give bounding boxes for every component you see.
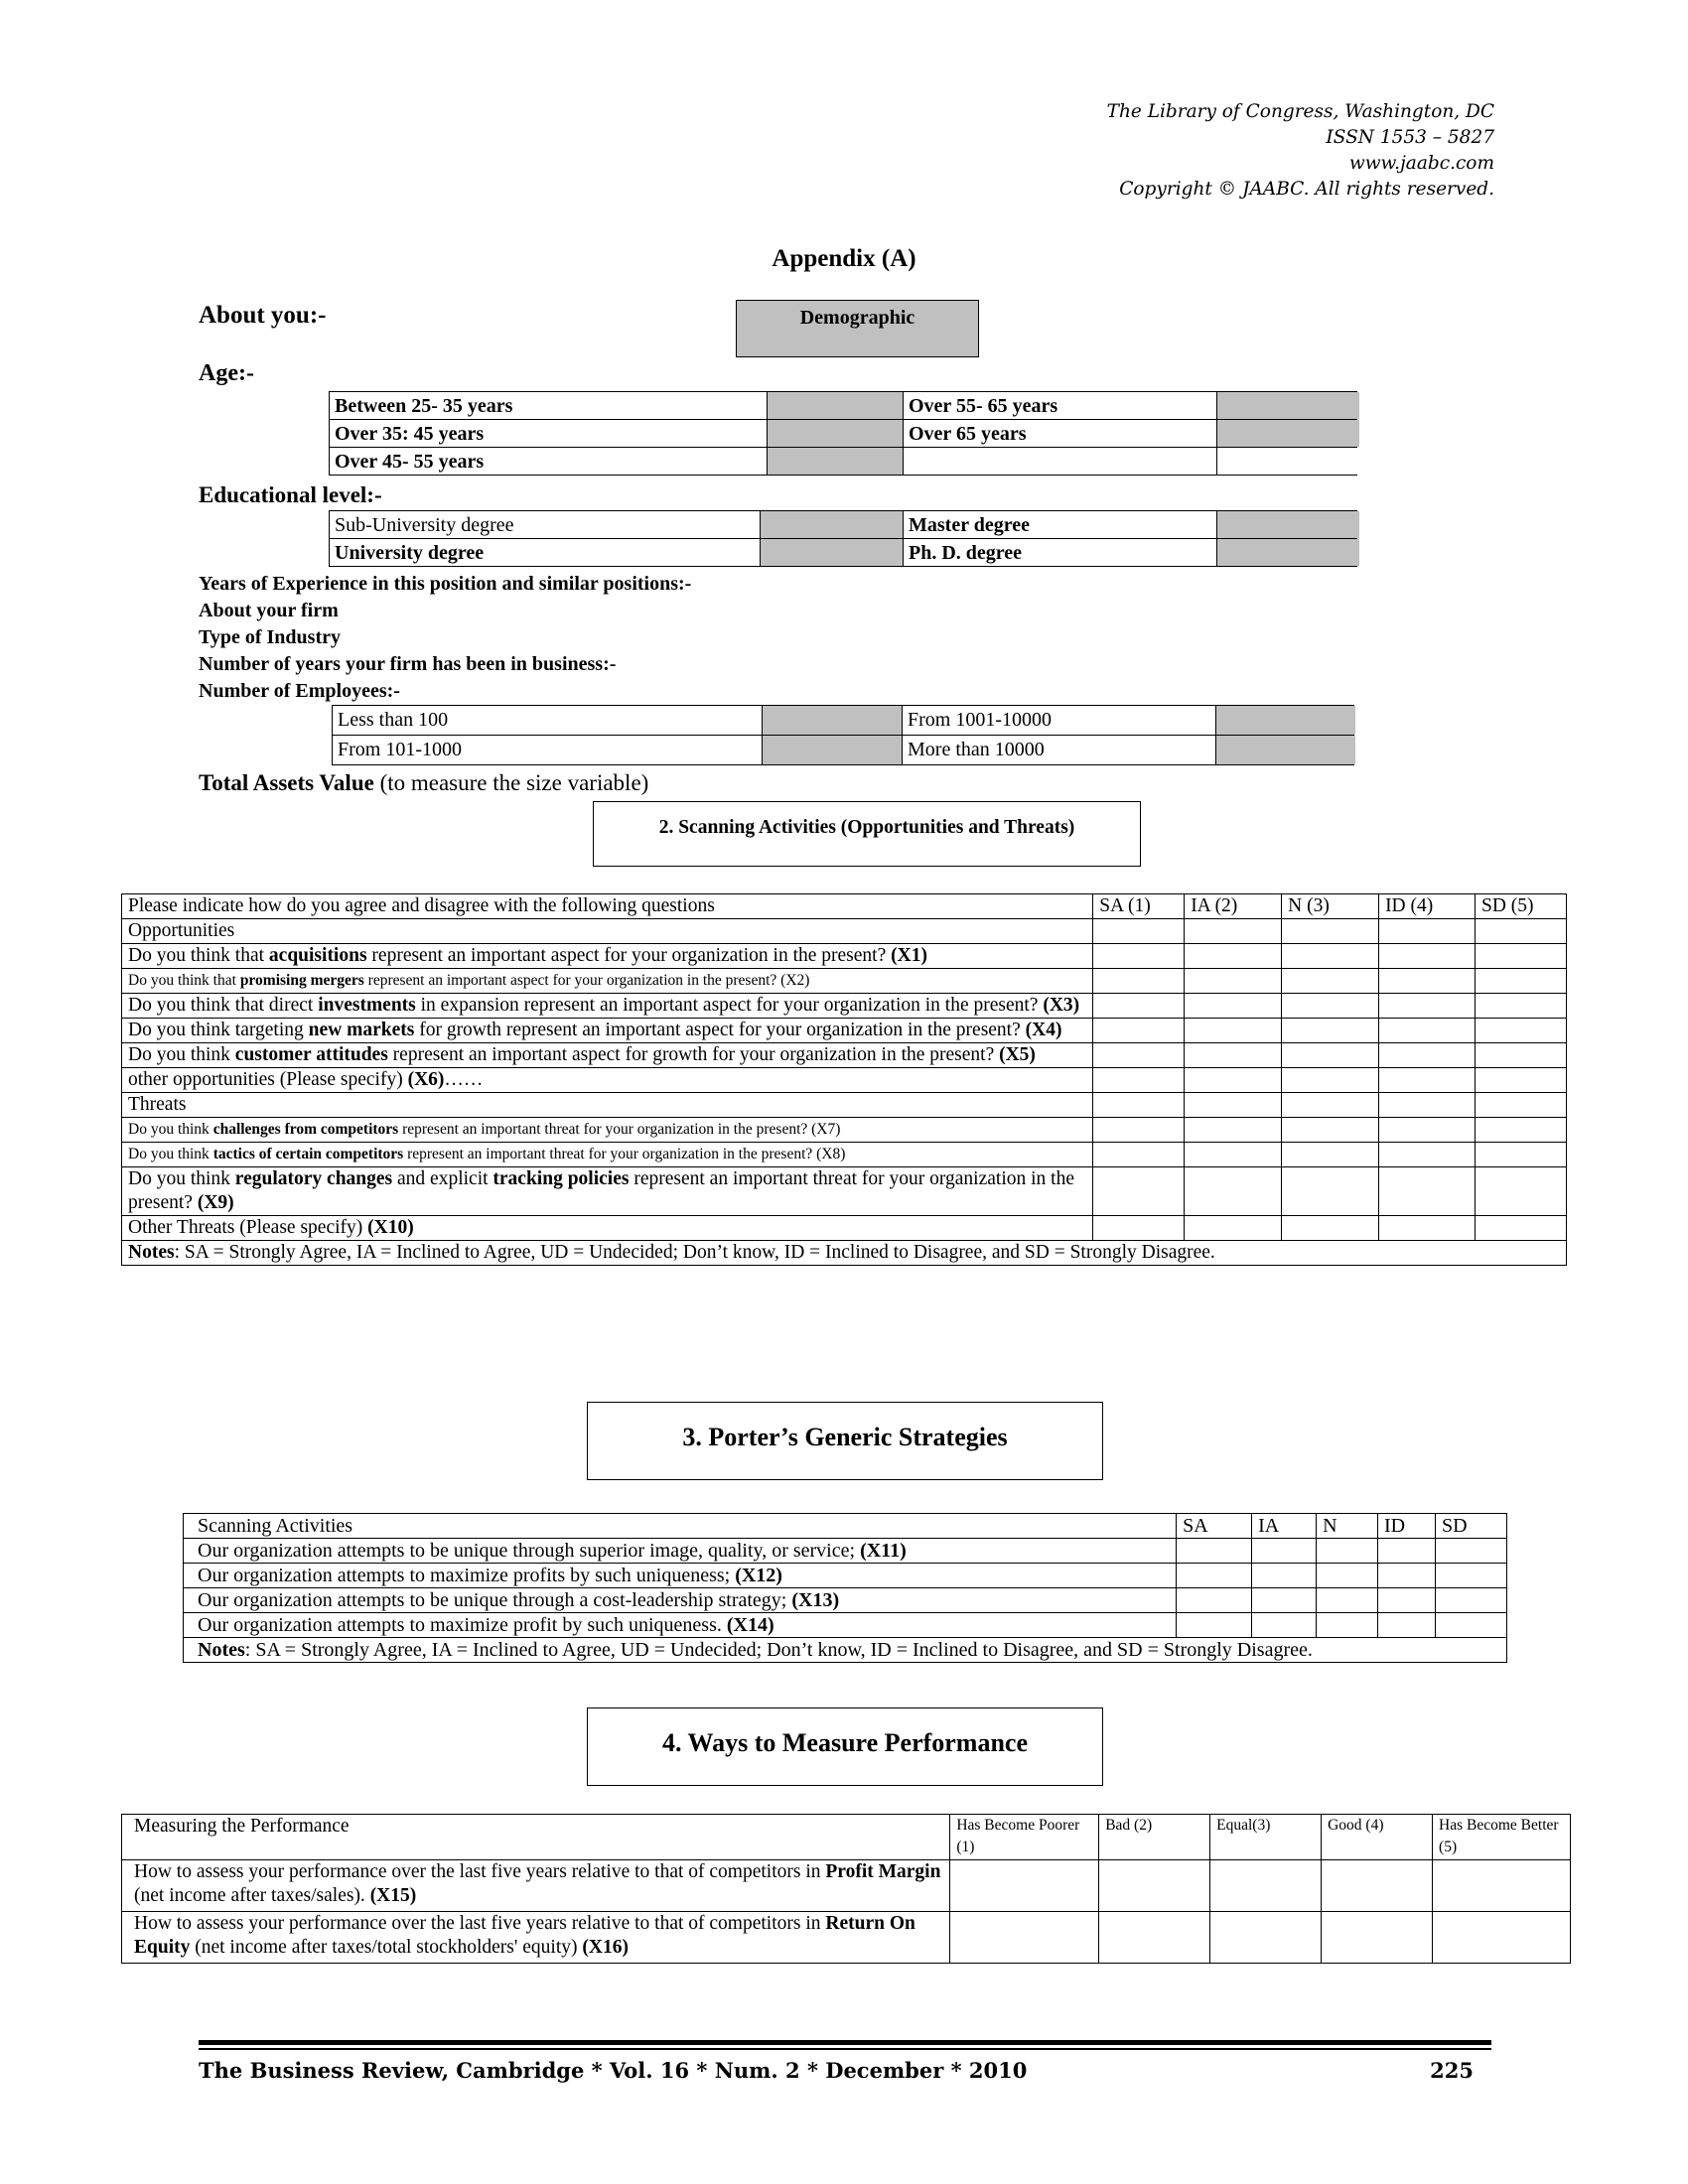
rating-cell[interactable] — [1378, 1613, 1436, 1638]
experience-question: Years of Experience in this position and similar positions:- — [199, 573, 692, 595]
rating-cell[interactable] — [1476, 969, 1567, 994]
text: Notes — [198, 1639, 245, 1661]
text: Return On Equity — [134, 1913, 915, 1958]
scanning-activities-table — [121, 893, 1567, 1266]
column-header: Scanning Activities — [184, 1514, 1177, 1539]
rating-cell[interactable] — [1093, 1167, 1185, 1216]
rating-cell[interactable] — [1093, 1118, 1185, 1143]
empty-cell — [904, 448, 1216, 475]
text: Do you think that — [128, 945, 269, 966]
employees-option[interactable]: From 101-1000 — [333, 736, 762, 764]
total-assets-note: (to measure the size variable) — [373, 770, 649, 795]
text: Our organization attempts to be unique through superior image, quality, or service; — [198, 1540, 861, 1562]
table-header-row — [122, 894, 1567, 919]
rating-cell[interactable] — [1099, 1860, 1210, 1912]
education-option[interactable]: Master degree — [904, 511, 1216, 538]
rating-cell[interactable] — [1476, 994, 1567, 1019]
rating-cell[interactable] — [1185, 1167, 1282, 1216]
text: investments — [318, 995, 416, 1016]
text: promising mergers — [239, 972, 364, 989]
section4-title: 4. Ways to Measure Performance — [587, 1707, 1103, 1786]
text: (X15) — [369, 1885, 417, 1906]
text: tactics of certain competitors — [212, 1146, 404, 1162]
table-row — [122, 1043, 1567, 1068]
education-checkbox-cell[interactable] — [1217, 539, 1359, 566]
rating-cell[interactable] — [1476, 944, 1567, 969]
rating-cell[interactable] — [1378, 1539, 1436, 1564]
text: challenges from competitors — [212, 1121, 399, 1138]
group-label-threats: Threats — [122, 1093, 1093, 1118]
rating-cell[interactable] — [1177, 1613, 1252, 1638]
rating-cell[interactable] — [1379, 1118, 1476, 1143]
question-cell — [122, 1143, 1093, 1167]
age-option[interactable]: Over 35: 45 years — [330, 420, 767, 447]
about-firm-heading: About your firm — [199, 600, 339, 621]
empty-cell — [1476, 919, 1567, 944]
rating-cell[interactable] — [1282, 1216, 1379, 1241]
age-checkbox-cell[interactable] — [1217, 420, 1359, 447]
employees-checkbox-cell[interactable] — [763, 736, 902, 764]
text: Do you think — [128, 1121, 213, 1138]
rating-cell[interactable] — [1476, 1019, 1567, 1043]
text: (X4) — [1025, 1020, 1062, 1040]
age-checkbox-cell[interactable] — [1217, 392, 1359, 419]
table-row — [122, 1068, 1567, 1093]
group-label-opportunities: Opportunities — [122, 919, 1093, 944]
text: Our organization attempts to maximize profit by such uniqueness. — [198, 1614, 727, 1636]
strategy-cell — [184, 1588, 1177, 1613]
education-checkbox-cell[interactable] — [1217, 511, 1359, 538]
text: represent an important aspect for your organization in the present? — [366, 945, 892, 966]
rating-cell[interactable] — [1322, 1860, 1433, 1912]
employees-option[interactable]: Less than 100 — [333, 706, 762, 735]
question-cell — [122, 1216, 1093, 1241]
rating-cell[interactable] — [1093, 994, 1185, 1019]
rating-cell[interactable] — [1379, 1143, 1476, 1167]
empty-cell — [1282, 1093, 1379, 1118]
employees-checkbox-cell[interactable] — [1216, 736, 1355, 764]
rating-cell[interactable] — [1379, 1216, 1476, 1241]
notes-row — [184, 1638, 1507, 1663]
employees-checkbox-cell[interactable] — [763, 706, 902, 735]
text: Do you think that — [128, 972, 240, 989]
age-checkbox-cell[interactable] — [768, 392, 903, 419]
age-options-table — [329, 391, 1357, 476]
text: : SA = Strongly Agree, IA = Inclined to Agree, UD = Undecided; Don’t know, ID = Inclined to Disagree, and SD = Strongly Disagree. — [244, 1639, 1313, 1661]
age-option[interactable]: Between 25- 35 years — [330, 392, 767, 419]
text: represent an important threat for your organization in the present? (X7) — [398, 1121, 841, 1138]
rating-cell[interactable] — [950, 1860, 1099, 1912]
rating-cell[interactable] — [1093, 1143, 1185, 1167]
footer-rule-thin — [199, 2048, 1491, 2050]
header-line: ISSN 1553 – 5827 — [1326, 127, 1494, 148]
rating-cell[interactable] — [1282, 1043, 1379, 1068]
text: acquisitions — [268, 945, 367, 966]
question-cell — [122, 994, 1093, 1019]
text: How to assess your performance over the last five years relative to that of competitors in — [134, 1913, 826, 1934]
rating-cell[interactable] — [1476, 1167, 1567, 1216]
page-footer — [199, 2058, 1491, 2083]
rating-cell[interactable] — [1317, 1613, 1378, 1638]
page-number: 225 — [1430, 2058, 1474, 2083]
column-header: ID — [1378, 1514, 1436, 1539]
text: (X12) — [735, 1565, 782, 1586]
text: (X11) — [860, 1540, 907, 1562]
text: Do you think — [128, 1044, 235, 1065]
text: (X6) — [407, 1069, 445, 1090]
rating-cell[interactable] — [1093, 1019, 1185, 1043]
rating-cell[interactable] — [1435, 1588, 1506, 1613]
text: Do you think — [128, 1168, 235, 1189]
question-cell — [122, 1068, 1093, 1093]
table-row — [122, 1860, 1571, 1912]
text: Our organization attempts to be unique through a cost-leadership strategy; — [198, 1589, 792, 1611]
rating-cell[interactable] — [1317, 1588, 1378, 1613]
rating-cell[interactable] — [1379, 1167, 1476, 1216]
rating-cell[interactable] — [1252, 1539, 1317, 1564]
rating-cell[interactable] — [1282, 1019, 1379, 1043]
text: represent an important threat for your organization in the present? (X8) — [403, 1146, 846, 1162]
employees-option[interactable]: More than 10000 — [903, 736, 1215, 764]
empty-cell — [1185, 919, 1282, 944]
rating-cell[interactable] — [1185, 1043, 1282, 1068]
rating-cell[interactable] — [1282, 1167, 1379, 1216]
text: represent an important aspect for growth for your organization in the present? — [387, 1044, 1000, 1065]
measure-cell — [122, 1860, 950, 1912]
empty-cell — [1185, 1093, 1282, 1118]
notes-row — [122, 1241, 1567, 1266]
empty-cell — [1093, 919, 1185, 944]
column-header: Good (4) — [1322, 1815, 1433, 1860]
table-row — [184, 1613, 1507, 1638]
text: (X14) — [726, 1614, 774, 1636]
text: represent an important aspect for your organization in the present? — [363, 972, 781, 989]
header-line: www.jaabc.com — [1348, 153, 1494, 174]
table-header-row — [184, 1514, 1507, 1539]
age-option[interactable]: Over 65 years — [904, 420, 1216, 447]
text: : SA = Strongly Agree, IA = Inclined to Agree, UD = Undecided; Don’t know, ID = Inclined to Disagree, and SD = Strongly Disagree. — [174, 1242, 1215, 1263]
rating-cell[interactable] — [1185, 969, 1282, 994]
total-assets-question — [199, 770, 648, 796]
education-checkbox-cell[interactable] — [761, 511, 903, 538]
rating-cell[interactable] — [1435, 1613, 1506, 1638]
journal-header — [1107, 99, 1494, 203]
rating-cell[interactable] — [1177, 1539, 1252, 1564]
rating-cell[interactable] — [1185, 994, 1282, 1019]
employees-option[interactable]: From 1001-10000 — [903, 706, 1215, 735]
rating-cell[interactable] — [1093, 1068, 1185, 1093]
text: (X16) — [582, 1937, 629, 1958]
rating-cell[interactable] — [1177, 1564, 1252, 1588]
rating-cell[interactable] — [1093, 969, 1185, 994]
rating-cell[interactable] — [1185, 1068, 1282, 1093]
age-option[interactable]: Over 45- 55 years — [330, 448, 767, 475]
text: Profit Margin — [825, 1861, 941, 1882]
rating-cell[interactable] — [1476, 1143, 1567, 1167]
rating-cell[interactable] — [1099, 1912, 1210, 1964]
text: new markets — [308, 1020, 415, 1040]
rating-cell[interactable] — [1317, 1539, 1378, 1564]
rating-cell[interactable] — [1252, 1564, 1317, 1588]
age-label: Age:- — [199, 360, 254, 386]
text: tracking policies — [492, 1168, 630, 1189]
column-header: SA (1) — [1093, 894, 1185, 919]
table-row — [122, 919, 1567, 944]
text: …… — [444, 1069, 484, 1090]
column-header: SA — [1177, 1514, 1252, 1539]
rating-cell[interactable] — [1185, 1118, 1282, 1143]
table-row — [122, 1143, 1567, 1167]
employees-checkbox-cell[interactable] — [1216, 706, 1355, 735]
empty-cell — [1282, 919, 1379, 944]
question-cell — [122, 1019, 1093, 1043]
column-header: Bad (2) — [1099, 1815, 1210, 1860]
empty-cell — [1379, 919, 1476, 944]
years-in-business-question: Number of years your firm has been in business:- — [199, 653, 617, 675]
question-cell — [122, 1043, 1093, 1068]
total-assets-label: Total Assets Value — [199, 770, 374, 795]
rating-cell[interactable] — [1185, 1143, 1282, 1167]
rating-cell[interactable] — [1282, 1143, 1379, 1167]
rating-cell[interactable] — [1379, 944, 1476, 969]
appendix-title: Appendix (A) — [772, 245, 916, 272]
rating-cell[interactable] — [1210, 1912, 1322, 1964]
text: Do you think that direct — [128, 995, 319, 1016]
journal-citation: The Business Review, Cambridge * Vol. 16 * Num. 2 * December * 2010 — [199, 2058, 1028, 2083]
text: (net income after taxes/total stockholders' equity) — [190, 1937, 583, 1958]
rating-cell[interactable] — [1177, 1588, 1252, 1613]
table-header-row — [122, 1815, 1571, 1860]
table-row — [184, 1564, 1507, 1588]
text: Do you think — [128, 1146, 213, 1162]
section3-title: 3. Porter’s Generic Strategies — [587, 1402, 1103, 1480]
porter-strategies-table — [183, 1513, 1507, 1663]
rating-cell[interactable] — [1379, 969, 1476, 994]
rating-cell[interactable] — [950, 1912, 1099, 1964]
empty-cell — [1093, 1093, 1185, 1118]
education-label: Educational level:- — [199, 482, 382, 507]
text: (X9) — [197, 1192, 234, 1213]
table-row — [184, 1539, 1507, 1564]
rating-cell[interactable] — [1476, 1043, 1567, 1068]
rating-cell[interactable] — [1252, 1613, 1317, 1638]
rating-cell[interactable] — [1379, 1019, 1476, 1043]
rating-cell[interactable] — [1210, 1860, 1322, 1912]
rating-cell[interactable] — [1435, 1564, 1506, 1588]
notes-cell — [184, 1638, 1507, 1663]
rating-cell[interactable] — [1476, 1216, 1567, 1241]
text: Notes — [128, 1242, 175, 1263]
text: represent an important threat for your organization in the present? — [128, 1168, 1074, 1213]
table-row — [122, 1216, 1567, 1241]
table-row — [122, 1093, 1567, 1118]
text: and explicit — [392, 1168, 493, 1189]
question-cell — [122, 1118, 1093, 1143]
employees-question: Number of Employees:- — [199, 680, 400, 702]
rating-cell[interactable] — [1185, 944, 1282, 969]
rating-cell[interactable] — [1476, 1118, 1567, 1143]
column-header: N (3) — [1282, 894, 1379, 919]
demographic-box: Demographic — [736, 300, 979, 357]
strategy-cell — [184, 1539, 1177, 1564]
rating-cell[interactable] — [1378, 1564, 1436, 1588]
table-row — [122, 1118, 1567, 1143]
rating-cell[interactable] — [1282, 969, 1379, 994]
rating-cell[interactable] — [1093, 944, 1185, 969]
header-line: The Library of Congress, Washington, DC — [1106, 101, 1494, 122]
education-checkbox-cell[interactable] — [761, 539, 903, 566]
table-row — [122, 994, 1567, 1019]
rating-cell[interactable] — [1282, 1068, 1379, 1093]
text: (X13) — [791, 1589, 840, 1611]
education-option[interactable]: University degree — [330, 539, 760, 566]
rating-cell[interactable] — [1378, 1588, 1436, 1613]
column-header: Measuring the Performance — [122, 1815, 950, 1860]
rating-cell[interactable] — [1435, 1539, 1506, 1564]
text: for growth represent an important aspect for your organization in the present? — [414, 1020, 1026, 1040]
text: (X10) — [367, 1217, 414, 1238]
rating-cell[interactable] — [1282, 944, 1379, 969]
text: How to assess your performance over the last five years relative to that of competitors in — [134, 1861, 826, 1882]
column-header: Has Become Better (5) — [1433, 1815, 1571, 1860]
rating-cell[interactable] — [1379, 994, 1476, 1019]
rating-cell[interactable] — [1433, 1860, 1571, 1912]
age-checkbox-cell[interactable] — [768, 420, 903, 447]
column-header: IA — [1252, 1514, 1317, 1539]
text: Do you think targeting — [128, 1020, 309, 1040]
education-options-table — [329, 510, 1357, 567]
strategy-cell — [184, 1564, 1177, 1588]
table-row — [122, 1019, 1567, 1043]
column-header: ID (4) — [1379, 894, 1476, 919]
text: customer attitudes — [234, 1044, 388, 1065]
education-option[interactable]: Ph. D. degree — [904, 539, 1216, 566]
column-header: SD — [1435, 1514, 1506, 1539]
rating-cell[interactable] — [1379, 1068, 1476, 1093]
empty-cell — [1217, 448, 1359, 475]
column-header: IA (2) — [1185, 894, 1282, 919]
text: (net income after taxes/sales). — [134, 1885, 370, 1906]
column-header: Equal(3) — [1210, 1815, 1322, 1860]
column-header: N — [1317, 1514, 1378, 1539]
text: Other Threats (Please specify) — [128, 1217, 368, 1238]
header-line: Copyright © JAABC. All rights reserved. — [1119, 179, 1494, 200]
rating-cell[interactable] — [1093, 1043, 1185, 1068]
rating-cell[interactable] — [1317, 1564, 1378, 1588]
column-header: Has Become Poorer (1) — [950, 1815, 1099, 1860]
age-checkbox-cell[interactable] — [768, 448, 903, 475]
rating-cell[interactable] — [1433, 1912, 1571, 1964]
text: regulatory changes — [234, 1168, 393, 1189]
table-row — [184, 1588, 1507, 1613]
rating-cell[interactable] — [1093, 1216, 1185, 1241]
table-row — [122, 1912, 1571, 1964]
rating-cell[interactable] — [1322, 1912, 1433, 1964]
column-header: Please indicate how do you agree and disagree with the following questions — [122, 894, 1093, 919]
text: (X2) — [780, 972, 810, 989]
about-you-heading: About you:- — [199, 302, 327, 329]
text: (X5) — [999, 1044, 1036, 1065]
question-cell — [122, 1167, 1093, 1216]
empty-cell — [1379, 1093, 1476, 1118]
strategy-cell — [184, 1613, 1177, 1638]
text: (X1) — [891, 945, 927, 966]
rating-cell[interactable] — [1282, 994, 1379, 1019]
text: Our organization attempts to maximize profits by such uniqueness; — [198, 1565, 736, 1586]
table-row — [122, 944, 1567, 969]
industry-question: Type of Industry — [199, 626, 341, 648]
question-cell — [122, 969, 1093, 994]
rating-cell[interactable] — [1282, 1118, 1379, 1143]
employees-options-table — [332, 705, 1354, 765]
text: in expansion represent an important aspect for your organization in the present? — [415, 995, 1044, 1016]
column-header: SD (5) — [1476, 894, 1567, 919]
rating-cell[interactable] — [1476, 1068, 1567, 1093]
rating-cell[interactable] — [1185, 1019, 1282, 1043]
measure-cell — [122, 1912, 950, 1964]
rating-cell[interactable] — [1379, 1043, 1476, 1068]
question-cell — [122, 944, 1093, 969]
footer-rule-thick — [199, 2040, 1491, 2045]
rating-cell[interactable] — [1185, 1216, 1282, 1241]
section2-title: 2. Scanning Activities (Opportunities and Threats) — [593, 801, 1141, 867]
table-row — [122, 969, 1567, 994]
text: other opportunities (Please specify) — [128, 1069, 408, 1090]
empty-cell — [1476, 1093, 1567, 1118]
notes-cell — [122, 1241, 1567, 1266]
text: (X3) — [1043, 995, 1080, 1016]
education-option[interactable]: Sub-University degree — [330, 511, 760, 538]
table-row — [122, 1167, 1567, 1216]
age-option[interactable]: Over 55- 65 years — [904, 392, 1216, 419]
rating-cell[interactable] — [1252, 1588, 1317, 1613]
performance-table — [121, 1814, 1571, 1964]
